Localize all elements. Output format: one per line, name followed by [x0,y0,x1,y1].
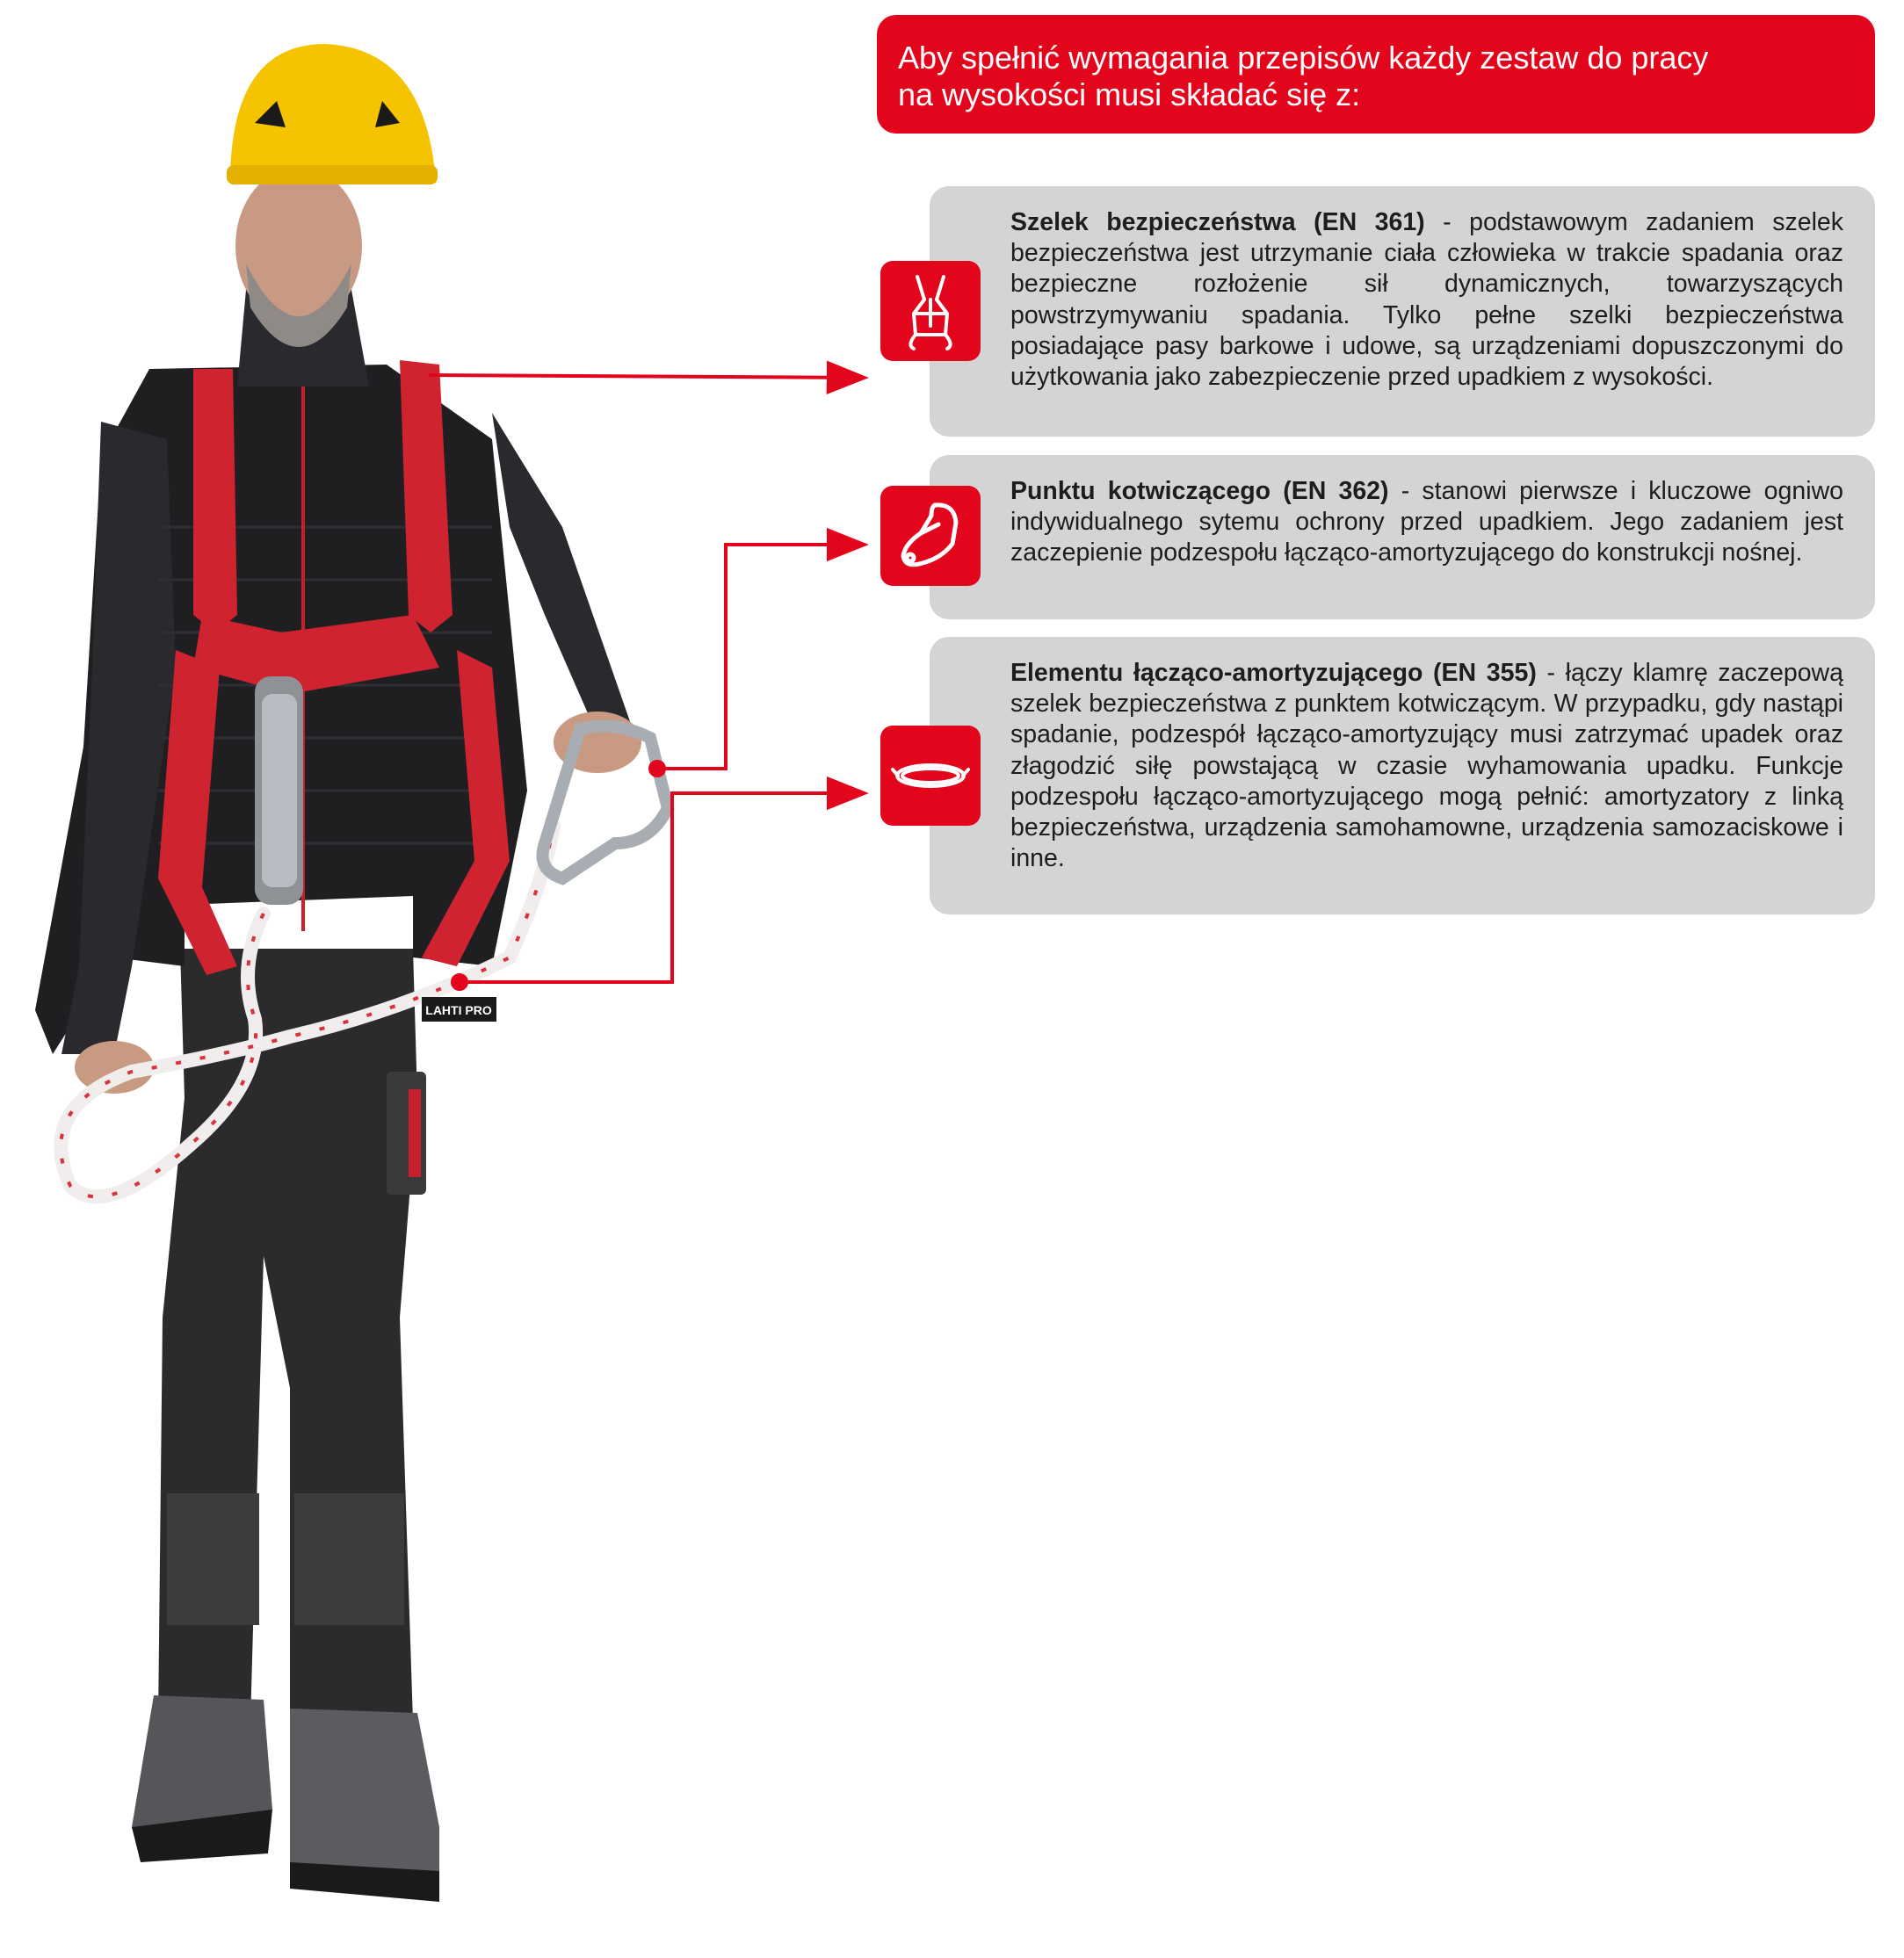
lanyard-icon [880,726,981,826]
anchor-title: Punktu kotwiczącego (EN 362) [1010,477,1389,505]
worker-photo [0,0,879,1958]
anchor-card [930,455,1875,619]
intro-banner [877,15,1875,134]
lanyard-card [930,637,1875,914]
harness-icon [880,261,981,361]
anchor-description: - stanowi pierwsze i kluczowe ogniwo indywidualnego sytemu ochrony przed upadkiem. Jego zadaniem jest zaczepienie podzespołu łącząco-amortyzującego do konstrukcji nośnej. [1010,477,1844,567]
brand-logo: LAHTI PRO [425,1003,492,1017]
harness-card [930,186,1875,437]
carabiner-icon [880,486,981,586]
intro-line-1: Aby spełnić wymagania przepisów każdy zestaw do pracy [898,40,1709,76]
intro-line-2: na wysokości musi składać się z: [898,76,1361,112]
lanyard-title: Elementu łącząco-amortyzującego (EN 355) [1010,659,1537,687]
lanyard-description: - łączy klamrę zaczepową szelek bezpieczeństwa z punktem kotwiczącym. W przypadku, gdy nastąpi spadanie, podzespół łącząco-amortyzujący musi zatrzymać upadek oraz złagodzić siłę powstającą w czasie wyhamowania upadku. Funkcje podzespołu łącząco-amortyzującego mogą pełnić: amortyzatory z linką bezpieczeństwa, urządzenia samohamowne, urządzenia samozaciskowe i inne. [1010,659,1843,873]
harness-title: Szelek bezpieczeństwa (EN 361) [1010,208,1425,236]
harness-description: - podstawowym zadaniem szelek bezpieczeństwa jest utrzymanie ciała człowieka w trakcie spadania oraz bezpieczne rozłożenie sił dynamicznych, towarzyszących powstrzymywaniu spadania. Tylko pełne szelki bezpieczeństwa posiadające pasy barkowe i udowe, są urządzeniami dopuszczonymi do użytkowania jako zabezpieczenie przed upadkiem z wysokości. [1010,208,1843,392]
